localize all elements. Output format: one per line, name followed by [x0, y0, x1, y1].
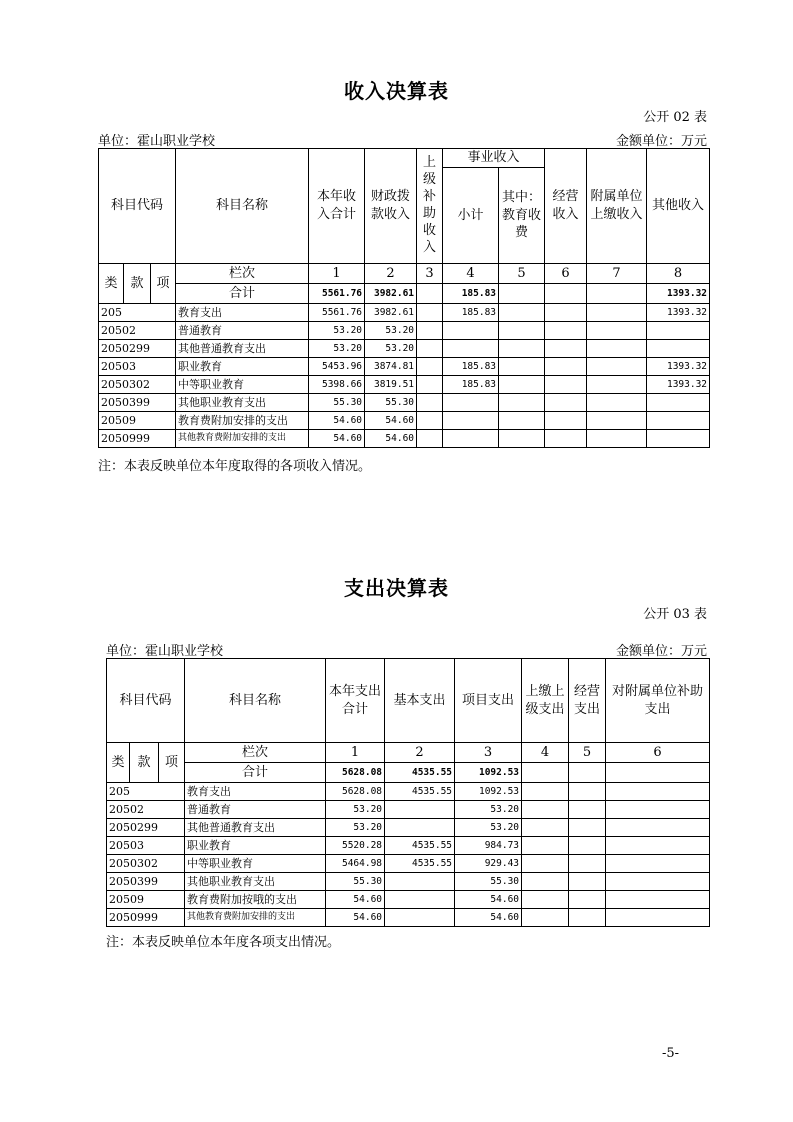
amount-cell — [385, 873, 455, 891]
income-header-xiang: 项 — [151, 264, 176, 304]
table-row — [99, 430, 710, 448]
amount-cell — [385, 819, 455, 837]
subject-name: 其他普通教育支出 — [176, 340, 309, 358]
subject-code: 20509 — [107, 891, 185, 909]
amount-cell: 53.20 — [309, 322, 365, 340]
amount-cell — [606, 783, 710, 801]
amount-cell: 1393.32 — [647, 304, 710, 322]
income-total-cell: 185.83 — [443, 284, 499, 304]
income-table — [98, 148, 710, 448]
amount-cell: 5561.76 — [309, 304, 365, 322]
expense-total-cell: 5628.08 — [326, 763, 385, 783]
amount-cell — [606, 819, 710, 837]
subject-name: 其他职业教育支出 — [176, 394, 309, 412]
income-header-affiliate: 附属单位上缴收入 — [587, 149, 647, 264]
income-col-num: 5 — [499, 264, 545, 284]
income-total-cell — [587, 284, 647, 304]
amount-cell — [417, 340, 443, 358]
table-row — [99, 322, 710, 340]
income-amount-unit: 金额单位：万元 — [615, 134, 707, 149]
amount-cell — [417, 430, 443, 448]
amount-cell: 54.60 — [455, 909, 522, 927]
table-row — [107, 909, 710, 927]
income-lanci-label: 栏次 — [176, 264, 309, 284]
income-header-total: 本年收入合计 — [309, 149, 365, 264]
amount-cell — [569, 855, 606, 873]
amount-cell — [443, 340, 499, 358]
amount-cell — [522, 837, 569, 855]
amount-cell — [417, 394, 443, 412]
subject-code: 20509 — [99, 412, 176, 430]
amount-cell — [606, 891, 710, 909]
table-row — [99, 304, 710, 322]
income-title: 收入决算表 — [344, 79, 449, 103]
amount-cell: 185.83 — [443, 304, 499, 322]
amount-cell: 929.43 — [455, 855, 522, 873]
amount-cell: 5398.66 — [309, 376, 365, 394]
subject-name: 其他教育费附加安排的支出 — [176, 430, 309, 448]
amount-cell — [587, 394, 647, 412]
expense-col-num: 4 — [522, 743, 569, 763]
table-row — [107, 801, 710, 819]
amount-cell: 5453.96 — [309, 358, 365, 376]
amount-cell — [417, 358, 443, 376]
amount-cell: 5520.28 — [326, 837, 385, 855]
subject-name: 教育支出 — [185, 783, 326, 801]
income-note: 注：本表反映单位本年度取得的各项收入情况。 — [98, 459, 372, 474]
subject-code: 20503 — [107, 837, 185, 855]
amount-cell: 55.30 — [309, 394, 365, 412]
amount-cell — [443, 430, 499, 448]
amount-cell — [499, 340, 545, 358]
amount-cell — [385, 801, 455, 819]
amount-cell — [443, 394, 499, 412]
subject-name: 中等职业教育 — [176, 376, 309, 394]
expense-header-lei: 类 — [107, 743, 130, 783]
amount-cell — [569, 819, 606, 837]
amount-cell — [417, 322, 443, 340]
amount-cell: 185.83 — [443, 358, 499, 376]
amount-cell: 3982.61 — [365, 304, 417, 322]
amount-cell — [647, 412, 710, 430]
expense-total-cell — [522, 763, 569, 783]
amount-cell — [587, 358, 647, 376]
table-row — [99, 340, 710, 358]
amount-cell — [569, 801, 606, 819]
amount-cell: 4535.55 — [385, 855, 455, 873]
subject-code: 20502 — [107, 801, 185, 819]
amount-cell — [499, 376, 545, 394]
subject-name: 职业教育 — [185, 837, 326, 855]
table-row — [99, 412, 710, 430]
subject-name: 教育费附加按哦的支出 — [185, 891, 326, 909]
amount-cell — [569, 909, 606, 927]
expense-header-project: 项目支出 — [455, 659, 522, 743]
table-row — [107, 819, 710, 837]
expense-amount-unit: 金额单位：万元 — [615, 644, 707, 659]
subject-code: 20503 — [99, 358, 176, 376]
amount-cell — [569, 873, 606, 891]
income-total-cell — [417, 284, 443, 304]
amount-cell — [385, 891, 455, 909]
expense-note: 注：本表反映单位本年度各项支出情况。 — [106, 935, 341, 950]
amount-cell: 54.60 — [309, 412, 365, 430]
amount-cell: 55.30 — [365, 394, 417, 412]
expense-unit: 单位：霍山职业学校 — [106, 644, 224, 659]
expense-col-num: 2 — [385, 743, 455, 763]
income-total-cell: 5561.76 — [309, 284, 365, 304]
amount-cell — [417, 412, 443, 430]
amount-cell: 3819.51 — [365, 376, 417, 394]
subject-name: 其他职业教育支出 — [185, 873, 326, 891]
income-heji-label: 合计 — [176, 284, 309, 304]
income-header-fiscal: 财政拨款收入 — [365, 149, 417, 264]
income-header-subtotal: 小计 — [443, 168, 499, 264]
amount-cell — [587, 412, 647, 430]
income-total-cell — [545, 284, 587, 304]
amount-cell: 53.20 — [365, 340, 417, 358]
amount-cell: 4535.55 — [385, 783, 455, 801]
subject-name: 教育费附加安排的支出 — [176, 412, 309, 430]
amount-cell — [499, 358, 545, 376]
income-header-edu-fee: 其中：教育收费 — [499, 168, 545, 264]
expense-col-num: 3 — [455, 743, 522, 763]
amount-cell: 5628.08 — [326, 783, 385, 801]
expense-title: 支出决算表 — [344, 576, 449, 600]
subject-code: 2050302 — [99, 376, 176, 394]
income-unit: 单位：霍山职业学校 — [98, 134, 216, 149]
amount-cell — [545, 430, 587, 448]
amount-cell — [587, 376, 647, 394]
income-header-business: 经营收入 — [545, 149, 587, 264]
amount-cell — [587, 340, 647, 358]
amount-cell — [443, 322, 499, 340]
expense-header-remit: 上缴上级支出 — [522, 659, 569, 743]
amount-cell — [587, 430, 647, 448]
expense-header-business: 经营支出 — [569, 659, 606, 743]
amount-cell — [522, 783, 569, 801]
income-total-cell: 1393.32 — [647, 284, 710, 304]
amount-cell: 55.30 — [326, 873, 385, 891]
income-header-superior: 上级补助收入 — [423, 155, 437, 255]
amount-cell — [647, 394, 710, 412]
expense-header-code: 科目代码 — [107, 659, 185, 743]
income-header-lei: 类 — [99, 264, 124, 304]
income-header-code: 科目代码 — [99, 149, 176, 264]
amount-cell — [522, 873, 569, 891]
page-number: -5- — [662, 1046, 680, 1061]
amount-cell: 53.20 — [455, 801, 522, 819]
amount-cell: 54.60 — [309, 430, 365, 448]
amount-cell: 53.20 — [326, 819, 385, 837]
table-row — [107, 783, 710, 801]
expense-col-num: 5 — [569, 743, 606, 763]
amount-cell — [417, 304, 443, 322]
subject-name: 职业教育 — [176, 358, 309, 376]
expense-header-affiliate: 对附属单位补助支出 — [606, 659, 710, 743]
income-header-other: 其他收入 — [647, 149, 710, 264]
subject-code: 2050302 — [107, 855, 185, 873]
income-header-career: 事业收入 — [443, 149, 545, 168]
expense-table — [106, 658, 710, 927]
amount-cell — [587, 322, 647, 340]
amount-cell — [606, 873, 710, 891]
subject-name: 中等职业教育 — [185, 855, 326, 873]
expense-col-num: 6 — [606, 743, 710, 763]
table-row — [99, 394, 710, 412]
income-col-num: 1 — [309, 264, 365, 284]
subject-code: 2050999 — [99, 430, 176, 448]
income-col-num: 3 — [417, 264, 443, 284]
subject-code: 2050399 — [99, 394, 176, 412]
amount-cell: 53.20 — [455, 819, 522, 837]
expense-lanci-label: 栏次 — [185, 743, 326, 763]
amount-cell — [647, 430, 710, 448]
subject-name: 其他普通教育支出 — [185, 819, 326, 837]
amount-cell: 984.73 — [455, 837, 522, 855]
subject-code: 2050999 — [107, 909, 185, 927]
amount-cell: 185.83 — [443, 376, 499, 394]
subject-name: 教育支出 — [176, 304, 309, 322]
subject-name: 其他教育费附加安排的支出 — [185, 909, 326, 927]
subject-code: 205 — [99, 304, 176, 322]
income-col-num: 8 — [647, 264, 710, 284]
expense-header-kuan: 款 — [130, 743, 159, 783]
subject-name: 普通教育 — [185, 801, 326, 819]
amount-cell — [569, 891, 606, 909]
subject-code: 20502 — [99, 322, 176, 340]
expense-header-xiang: 项 — [159, 743, 185, 783]
amount-cell: 3874.81 — [365, 358, 417, 376]
income-col-num: 2 — [365, 264, 417, 284]
amount-cell — [647, 322, 710, 340]
amount-cell — [522, 909, 569, 927]
amount-cell — [522, 819, 569, 837]
expense-header-total: 本年支出合计 — [326, 659, 385, 743]
amount-cell — [647, 340, 710, 358]
table-row — [107, 891, 710, 909]
expense-header-basic: 基本支出 — [385, 659, 455, 743]
amount-cell — [522, 891, 569, 909]
amount-cell — [606, 909, 710, 927]
amount-cell — [499, 322, 545, 340]
amount-cell: 5464.98 — [326, 855, 385, 873]
amount-cell — [499, 412, 545, 430]
amount-cell — [606, 855, 710, 873]
income-header-kuan: 款 — [124, 264, 151, 304]
income-total-cell — [499, 284, 545, 304]
amount-cell: 55.30 — [455, 873, 522, 891]
amount-cell: 1393.32 — [647, 376, 710, 394]
amount-cell: 1393.32 — [647, 358, 710, 376]
amount-cell — [522, 855, 569, 873]
expense-col-num: 1 — [326, 743, 385, 763]
subject-name: 普通教育 — [176, 322, 309, 340]
amount-cell: 54.60 — [365, 412, 417, 430]
subject-code: 2050399 — [107, 873, 185, 891]
income-col-num: 7 — [587, 264, 647, 284]
expense-total-cell — [569, 763, 606, 783]
expense-total-cell: 1092.53 — [455, 763, 522, 783]
amount-cell — [545, 394, 587, 412]
amount-cell: 53.20 — [365, 322, 417, 340]
amount-cell — [606, 837, 710, 855]
amount-cell — [545, 322, 587, 340]
amount-cell — [569, 783, 606, 801]
amount-cell — [545, 358, 587, 376]
subject-code: 2050299 — [99, 340, 176, 358]
amount-cell — [499, 430, 545, 448]
amount-cell: 54.60 — [365, 430, 417, 448]
table-row — [99, 358, 710, 376]
amount-cell: 53.20 — [309, 340, 365, 358]
expense-heji-label: 合计 — [185, 763, 326, 783]
amount-cell — [545, 304, 587, 322]
amount-cell — [417, 376, 443, 394]
expense-form-no: 公开 03 表 — [643, 607, 707, 622]
subject-code: 205 — [107, 783, 185, 801]
subject-code: 2050299 — [107, 819, 185, 837]
amount-cell: 54.60 — [326, 909, 385, 927]
income-col-num: 6 — [545, 264, 587, 284]
table-row — [107, 837, 710, 855]
table-row — [107, 873, 710, 891]
income-header-name: 科目名称 — [176, 149, 309, 264]
amount-cell: 53.20 — [326, 801, 385, 819]
amount-cell: 54.60 — [326, 891, 385, 909]
amount-cell — [587, 304, 647, 322]
amount-cell — [569, 837, 606, 855]
amount-cell — [606, 801, 710, 819]
expense-header-name: 科目名称 — [185, 659, 326, 743]
income-total-cell: 3982.61 — [365, 284, 417, 304]
amount-cell — [545, 412, 587, 430]
expense-total-cell: 4535.55 — [385, 763, 455, 783]
amount-cell — [385, 909, 455, 927]
amount-cell: 4535.55 — [385, 837, 455, 855]
expense-total-cell — [606, 763, 710, 783]
amount-cell — [522, 801, 569, 819]
amount-cell — [545, 340, 587, 358]
table-row — [107, 855, 710, 873]
amount-cell: 1092.53 — [455, 783, 522, 801]
amount-cell: 54.60 — [455, 891, 522, 909]
income-form-no: 公开 02 表 — [643, 110, 707, 125]
table-row — [99, 376, 710, 394]
amount-cell — [443, 412, 499, 430]
amount-cell — [499, 394, 545, 412]
amount-cell — [499, 304, 545, 322]
income-col-num: 4 — [443, 264, 499, 284]
amount-cell — [545, 376, 587, 394]
